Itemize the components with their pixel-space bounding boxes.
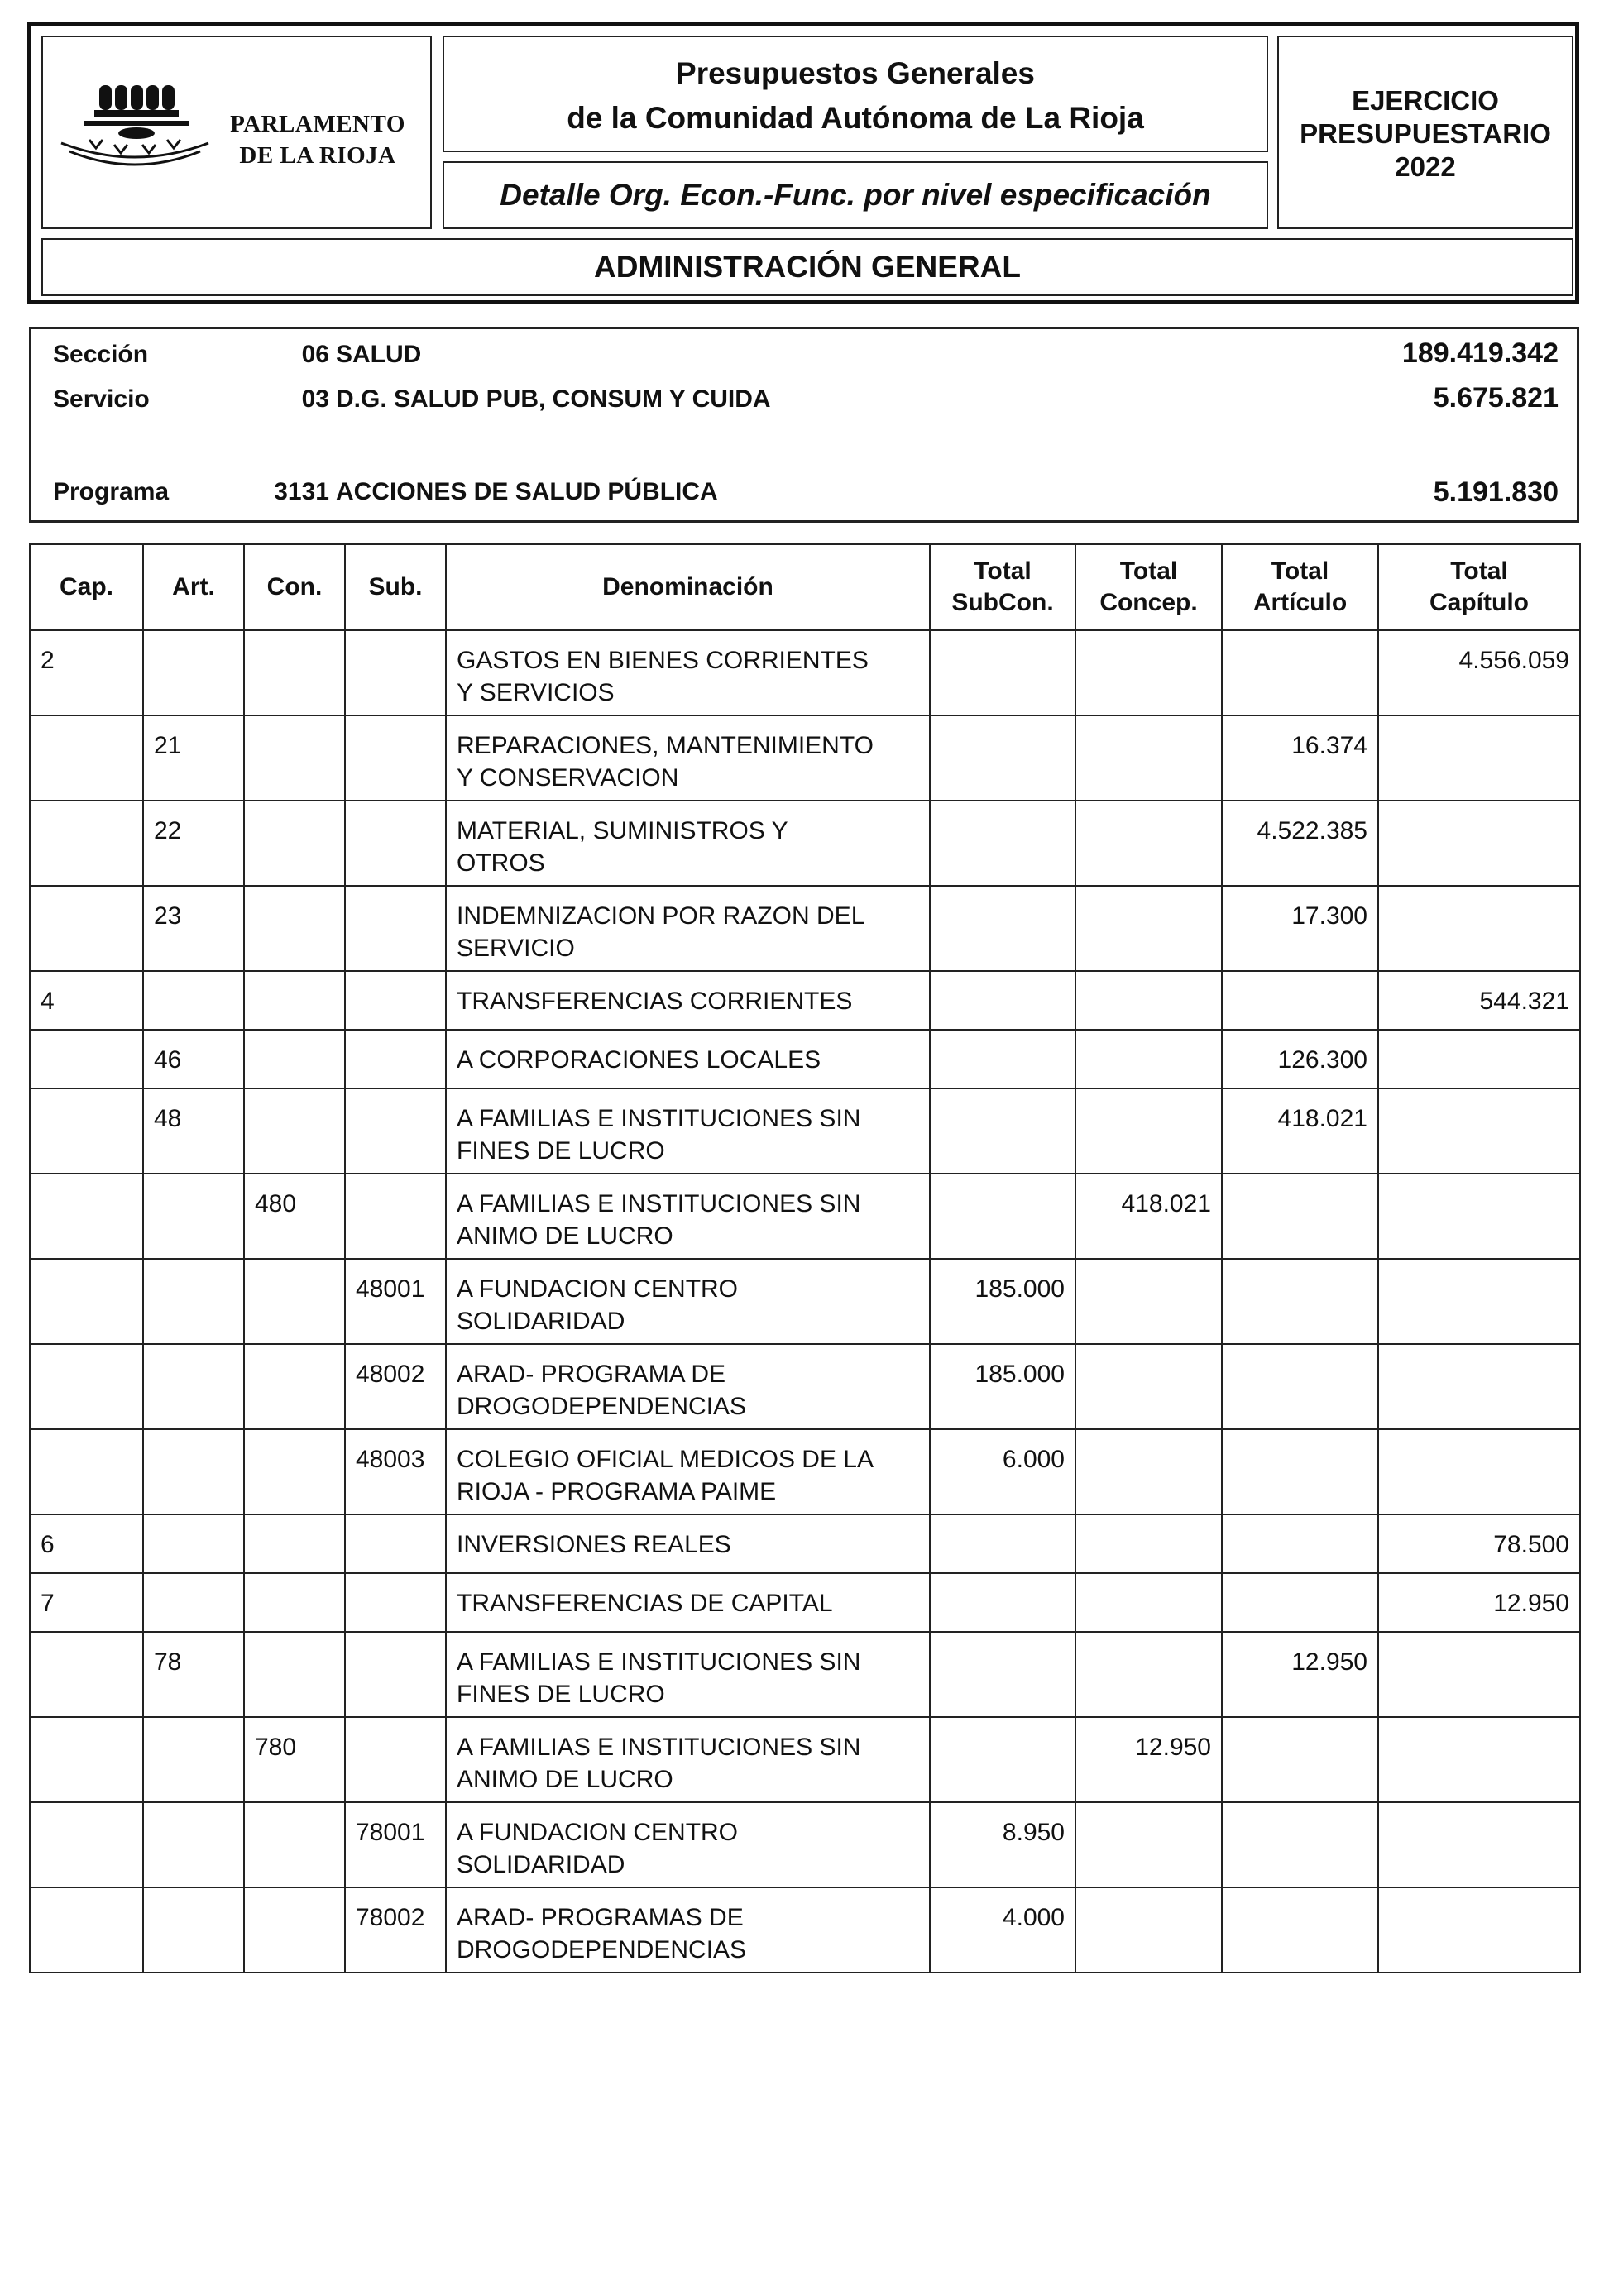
col-total-subcon-line1: Total <box>974 557 1032 585</box>
cell-art <box>143 971 244 1030</box>
cell-total-articulo: 4.522.385 <box>1222 801 1378 886</box>
table-row <box>30 715 1580 801</box>
seccion-amount: 189.419.342 <box>1401 337 1559 369</box>
subtitle: Detalle Org. Econ.-Func. por nivel especificación <box>443 161 1268 229</box>
table-row <box>30 1344 1580 1429</box>
cell-sub <box>345 1717 446 1802</box>
col-total-articulo <box>1222 544 1378 630</box>
denominacion-line1: COLEGIO OFICIAL MEDICOS DE LA <box>457 1446 874 1473</box>
logo-text-line2: DE LA RIOJA <box>239 142 396 169</box>
cell-total-articulo <box>1222 1887 1378 1973</box>
col-total-concep-line2: Concep. <box>1099 589 1198 616</box>
cell-total-articulo <box>1222 1344 1378 1429</box>
cell-total-capitulo <box>1378 801 1580 886</box>
denominacion-line1: REPARACIONES, MANTENIMIENTO <box>457 732 874 759</box>
cell-con <box>244 801 345 886</box>
cell-total-capitulo <box>1378 1344 1580 1429</box>
servicio-code: 03 <box>301 385 329 413</box>
cell-sub <box>345 1632 446 1717</box>
cell-sub <box>345 971 446 1030</box>
cell-art: 23 <box>143 886 244 971</box>
cell-total-articulo <box>1222 1717 1378 1802</box>
cell-total-capitulo <box>1378 1887 1580 1973</box>
cell-con <box>244 886 345 971</box>
cell-cap <box>30 1259 143 1344</box>
cell-total-concep <box>1075 1802 1222 1887</box>
cell-total-capitulo <box>1378 1632 1580 1717</box>
cell-con <box>244 715 345 801</box>
cell-total-subcon <box>930 630 1075 715</box>
denominacion-line2: ANIMO DE LUCRO <box>457 1766 673 1793</box>
cell-cap: 7 <box>30 1573 143 1632</box>
col-total-subcon-line2: SubCon. <box>951 589 1054 616</box>
parliament-logo-icon <box>56 80 213 179</box>
denominacion-line1: A FAMILIAS E INSTITUCIONES SIN <box>457 1734 861 1761</box>
cell-art: 48 <box>143 1088 244 1174</box>
table-row <box>30 1088 1580 1174</box>
denominacion-line1: MATERIAL, SUMINISTROS Y <box>457 817 788 844</box>
cell-con <box>244 1573 345 1632</box>
cell-total-subcon <box>930 715 1075 801</box>
cell-denominacion <box>446 1802 930 1887</box>
cell-sub: 48002 <box>345 1344 446 1429</box>
table-row <box>30 1174 1580 1259</box>
cell-total-subcon <box>930 801 1075 886</box>
cell-total-concep: 12.950 <box>1075 1717 1222 1802</box>
cell-total-capitulo <box>1378 1802 1580 1887</box>
cell-sub <box>345 1088 446 1174</box>
col-art: Art. <box>143 544 244 630</box>
cell-cap <box>30 801 143 886</box>
cell-total-subcon: 185.000 <box>930 1344 1075 1429</box>
programa-code: 3131 <box>274 478 329 505</box>
cell-sub <box>345 630 446 715</box>
ejercicio-label: EJERCICIO <box>1352 85 1499 116</box>
cell-total-concep <box>1075 1573 1222 1632</box>
denominacion-line2: Y CONSERVACION <box>457 764 679 792</box>
cell-total-concep <box>1075 1030 1222 1088</box>
cell-total-articulo: 126.300 <box>1222 1030 1378 1088</box>
cell-denominacion <box>446 1259 930 1344</box>
denominacion-line2: DROGODEPENDENCIAS <box>457 1936 747 1964</box>
cell-total-articulo <box>1222 1429 1378 1514</box>
cell-cap <box>30 1632 143 1717</box>
cell-total-subcon <box>930 971 1075 1030</box>
servicio-name: D.G. SALUD PUB, CONSUM Y CUIDA <box>336 385 771 413</box>
cell-total-subcon <box>930 1088 1075 1174</box>
table-row <box>30 1802 1580 1887</box>
cell-art <box>143 1429 244 1514</box>
seccion-label: Sección <box>53 341 149 368</box>
cell-total-concep <box>1075 1632 1222 1717</box>
cell-total-subcon: 4.000 <box>930 1887 1075 1973</box>
cell-total-articulo <box>1222 630 1378 715</box>
cell-cap <box>30 1030 143 1088</box>
cell-art: 78 <box>143 1632 244 1717</box>
denominacion-line1: A FAMILIAS E INSTITUCIONES SIN <box>457 1105 861 1132</box>
cell-art: 22 <box>143 801 244 886</box>
table-row <box>30 1573 1580 1632</box>
denominacion-line1: ARAD- PROGRAMA DE <box>457 1361 726 1388</box>
budget-table <box>29 543 1581 1973</box>
cell-total-concep <box>1075 630 1222 715</box>
cell-total-capitulo: 4.556.059 <box>1378 630 1580 715</box>
cell-total-subcon <box>930 1514 1075 1573</box>
cell-total-concep <box>1075 1514 1222 1573</box>
cell-art <box>143 1174 244 1259</box>
denominacion-line1: GASTOS EN BIENES CORRIENTES <box>457 647 869 674</box>
denominacion-line1: A CORPORACIONES LOCALES <box>457 1046 821 1074</box>
table-row <box>30 1259 1580 1344</box>
cell-total-concep <box>1075 1429 1222 1514</box>
col-total-capitulo <box>1378 544 1580 630</box>
col-sub: Sub. <box>345 544 446 630</box>
cell-cap: 6 <box>30 1514 143 1573</box>
cell-total-concep <box>1075 1259 1222 1344</box>
cell-cap <box>30 1429 143 1514</box>
table-row <box>30 886 1580 971</box>
cell-art: 46 <box>143 1030 244 1088</box>
table-row <box>30 1632 1580 1717</box>
servicio-label: Servicio <box>53 385 150 413</box>
cell-con <box>244 1632 345 1717</box>
cell-con <box>244 1802 345 1887</box>
denominacion-line1: A FUNDACION CENTRO <box>457 1819 739 1846</box>
col-total-subcon <box>930 544 1075 630</box>
cell-art <box>143 1887 244 1973</box>
cell-total-subcon <box>930 1174 1075 1259</box>
denominacion-line2: OTROS <box>457 849 545 877</box>
table-row <box>30 1887 1580 1973</box>
cell-art <box>143 1514 244 1573</box>
presupuestario-label: PRESUPUESTARIO <box>1300 118 1551 149</box>
cell-art: 21 <box>143 715 244 801</box>
cell-con <box>244 1030 345 1088</box>
denominacion-line1: A FAMILIAS E INSTITUCIONES SIN <box>457 1190 861 1217</box>
cell-total-concep <box>1075 971 1222 1030</box>
cell-sub: 78002 <box>345 1887 446 1973</box>
cell-con <box>244 1887 345 1973</box>
cell-total-capitulo <box>1378 1259 1580 1344</box>
col-total-concep-line1: Total <box>1119 557 1178 585</box>
cell-con: 480 <box>244 1174 345 1259</box>
cell-cap: 4 <box>30 971 143 1030</box>
cell-sub: 48003 <box>345 1429 446 1514</box>
cell-denominacion <box>446 1344 930 1429</box>
table-row <box>30 971 1580 1030</box>
cell-total-capitulo <box>1378 1174 1580 1259</box>
col-total-articulo-line1: Total <box>1271 557 1329 585</box>
denominacion-line1: INDEMNIZACION POR RAZON DEL <box>457 902 865 930</box>
cell-total-capitulo: 544.321 <box>1378 971 1580 1030</box>
cell-sub <box>345 715 446 801</box>
programa-name: ACCIONES DE SALUD PÚBLICA <box>336 478 718 505</box>
cell-cap <box>30 1717 143 1802</box>
cell-con <box>244 971 345 1030</box>
cell-art <box>143 630 244 715</box>
cell-sub: 48001 <box>345 1259 446 1344</box>
col-con: Con. <box>244 544 345 630</box>
cell-cap <box>30 1887 143 1973</box>
title-line1: Presupuestos Generales <box>676 56 1035 90</box>
cell-sub <box>345 1573 446 1632</box>
table-row <box>30 1514 1580 1573</box>
cell-denominacion <box>446 1030 930 1088</box>
table-row <box>30 1030 1580 1088</box>
cell-total-capitulo <box>1378 715 1580 801</box>
logo-box <box>41 36 432 229</box>
cell-total-subcon <box>930 1573 1075 1632</box>
cell-sub <box>345 886 446 971</box>
title-box <box>443 36 1268 152</box>
table-row <box>30 1717 1580 1802</box>
cell-total-subcon <box>930 886 1075 971</box>
cell-total-articulo <box>1222 1802 1378 1887</box>
table-row <box>30 801 1580 886</box>
cell-total-concep <box>1075 1887 1222 1973</box>
cell-total-articulo <box>1222 1259 1378 1344</box>
admin-title: ADMINISTRACIÓN GENERAL <box>41 238 1573 296</box>
cell-cap <box>30 886 143 971</box>
denominacion-line2: SOLIDARIDAD <box>457 1851 625 1878</box>
logo-text-line1: PARLAMENTO <box>230 111 405 137</box>
denominacion-line1: TRANSFERENCIAS DE CAPITAL <box>457 1590 833 1617</box>
cell-denominacion <box>446 886 930 971</box>
cell-con <box>244 1344 345 1429</box>
cell-total-subcon <box>930 1632 1075 1717</box>
cell-total-capitulo <box>1378 1030 1580 1088</box>
cell-sub <box>345 801 446 886</box>
cell-total-concep <box>1075 1088 1222 1174</box>
programa-label: Programa <box>53 478 170 505</box>
cell-total-subcon: 6.000 <box>930 1429 1075 1514</box>
col-total-articulo-line2: Artículo <box>1252 589 1348 616</box>
denominacion-line1: TRANSFERENCIAS CORRIENTES <box>457 988 853 1015</box>
cell-denominacion <box>446 1717 930 1802</box>
title-line2: de la Comunidad Autónoma de La Rioja <box>567 101 1144 135</box>
ejercicio-year: 2022 <box>1395 151 1456 182</box>
ejercicio-box <box>1277 36 1573 229</box>
denominacion-line2: DROGODEPENDENCIAS <box>457 1393 747 1420</box>
table-body <box>30 630 1580 1973</box>
cell-total-articulo: 418.021 <box>1222 1088 1378 1174</box>
col-total-capitulo-line2: Capítulo <box>1429 589 1529 616</box>
denominacion-line2: FINES DE LUCRO <box>457 1681 665 1708</box>
denominacion-line2: RIOJA - PROGRAMA PAIME <box>457 1478 777 1505</box>
cell-sub <box>345 1174 446 1259</box>
cell-con <box>244 1429 345 1514</box>
servicio-amount: 5.675.821 <box>1433 382 1559 414</box>
cell-denominacion <box>446 801 930 886</box>
cell-con <box>244 1514 345 1573</box>
cell-cap <box>30 1344 143 1429</box>
cell-total-articulo <box>1222 971 1378 1030</box>
cell-con <box>244 630 345 715</box>
cell-sub <box>345 1030 446 1088</box>
cell-total-capitulo <box>1378 886 1580 971</box>
cell-total-articulo: 16.374 <box>1222 715 1378 801</box>
cell-cap <box>30 1802 143 1887</box>
programa-amount: 5.191.830 <box>1433 476 1559 508</box>
cell-total-capitulo: 78.500 <box>1378 1514 1580 1573</box>
cell-total-subcon: 8.950 <box>930 1802 1075 1887</box>
cell-art <box>143 1259 244 1344</box>
cell-denominacion <box>446 1887 930 1973</box>
denominacion-line2: SOLIDARIDAD <box>457 1308 625 1335</box>
cell-denominacion <box>446 1514 930 1573</box>
denominacion-line1: A FUNDACION CENTRO <box>457 1275 739 1303</box>
cell-total-subcon: 185.000 <box>930 1259 1075 1344</box>
cell-total-concep <box>1075 886 1222 971</box>
cell-denominacion <box>446 1573 930 1632</box>
denominacion-line2: FINES DE LUCRO <box>457 1137 665 1165</box>
seccion-name: SALUD <box>336 341 422 368</box>
document-header <box>27 22 1579 304</box>
denominacion-line1: A FAMILIAS E INSTITUCIONES SIN <box>457 1648 861 1676</box>
cell-art <box>143 1717 244 1802</box>
denominacion-line2: Y SERVICIOS <box>457 679 615 706</box>
cell-con: 780 <box>244 1717 345 1802</box>
cell-total-capitulo <box>1378 1088 1580 1174</box>
denominacion-line2: SERVICIO <box>457 935 575 962</box>
cell-art <box>143 1802 244 1887</box>
denominacion-line1: INVERSIONES REALES <box>457 1531 731 1558</box>
cell-cap <box>30 1088 143 1174</box>
cell-cap: 2 <box>30 630 143 715</box>
col-cap: Cap. <box>30 544 143 630</box>
col-total-concep <box>1075 544 1222 630</box>
cell-total-articulo <box>1222 1174 1378 1259</box>
cell-cap <box>30 1174 143 1259</box>
col-total-capitulo-line1: Total <box>1450 557 1508 585</box>
logo-text <box>218 108 417 171</box>
cell-total-concep: 418.021 <box>1075 1174 1222 1259</box>
cell-total-articulo <box>1222 1573 1378 1632</box>
table-header-row <box>30 544 1580 630</box>
cell-total-articulo: 17.300 <box>1222 886 1378 971</box>
cell-sub: 78001 <box>345 1802 446 1887</box>
cell-total-capitulo <box>1378 1429 1580 1514</box>
cell-total-capitulo <box>1378 1717 1580 1802</box>
denominacion-line2: ANIMO DE LUCRO <box>457 1222 673 1250</box>
cell-denominacion <box>446 1632 930 1717</box>
cell-total-subcon <box>930 1717 1075 1802</box>
cell-total-concep <box>1075 1344 1222 1429</box>
cell-total-concep <box>1075 715 1222 801</box>
cell-art <box>143 1573 244 1632</box>
cell-denominacion <box>446 971 930 1030</box>
cell-total-articulo: 12.950 <box>1222 1632 1378 1717</box>
cell-denominacion <box>446 1088 930 1174</box>
table-row <box>30 630 1580 715</box>
cell-total-concep <box>1075 801 1222 886</box>
cell-cap <box>30 715 143 801</box>
table-row <box>30 1429 1580 1514</box>
denominacion-line1: ARAD- PROGRAMAS DE <box>457 1904 744 1931</box>
cell-denominacion <box>446 630 930 715</box>
cell-denominacion <box>446 1174 930 1259</box>
cell-total-subcon <box>930 1030 1075 1088</box>
cell-con <box>244 1088 345 1174</box>
cell-con <box>244 1259 345 1344</box>
cell-art <box>143 1344 244 1429</box>
col-denominacion: Denominación <box>446 544 930 630</box>
cell-total-articulo <box>1222 1514 1378 1573</box>
cell-denominacion <box>446 1429 930 1514</box>
section-info <box>29 327 1579 523</box>
cell-denominacion <box>446 715 930 801</box>
seccion-code: 06 <box>301 341 329 368</box>
cell-total-capitulo: 12.950 <box>1378 1573 1580 1632</box>
cell-sub <box>345 1514 446 1573</box>
